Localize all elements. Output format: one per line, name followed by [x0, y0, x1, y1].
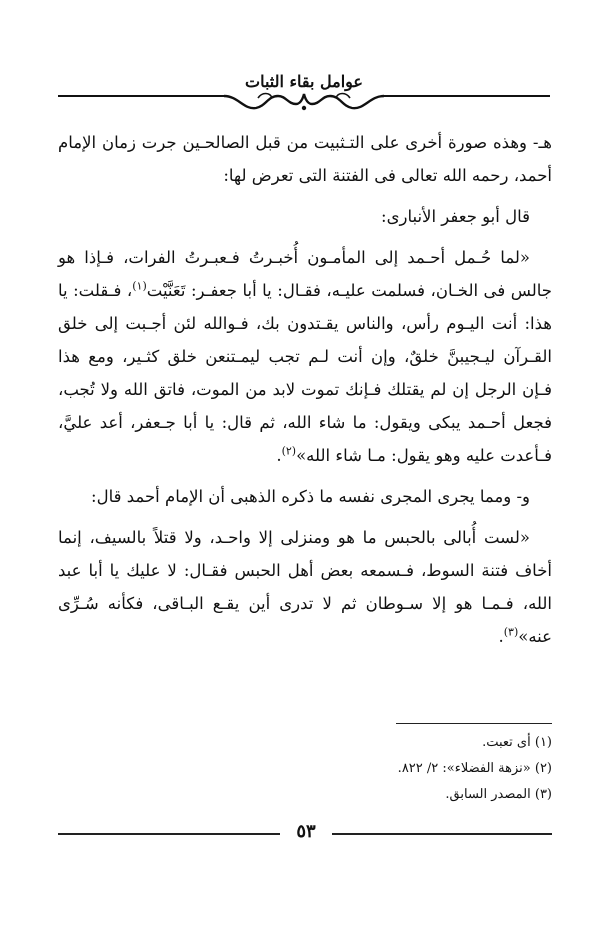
paragraph-narrator [58, 200, 552, 233]
footer-rule-left [58, 833, 280, 835]
footnotes [58, 730, 552, 808]
footnote-2: (٢) «نزهة الفضلاء»: ٢/ ٨٢٢. [397, 761, 552, 776]
footer-rule-right [332, 833, 552, 835]
main-text [58, 126, 552, 653]
paragraph-end: . [498, 627, 504, 646]
paragraph-waw [58, 480, 552, 513]
footnote-1: (١) أى تعبت. [482, 735, 552, 750]
paragraph-text: «لما حُـمل أحـمد إلى المأمـون أُخبـرتُ فـعبـرتُ الفرات، فـإذا هو جالس فى الخـان، فسلمت عليـه، فقـال: يا أبا جعفـر: تَعَنَّيْت [58, 248, 552, 300]
footnote-separator [396, 723, 552, 724]
paragraph-text: هـ- وهذه صورة أخرى على التـثبيت من قبل الصالحـين جرت زمان الإمام أحمد، رحمه الله تعالى فى الفتنة التى تعرض لها: [58, 133, 552, 185]
page-number: ٥٣ [296, 821, 316, 842]
footnote-reference-3[interactable]: (٣) [503, 625, 519, 639]
footnote-3: (٣) المصدر السابق. [445, 787, 552, 802]
page-header [58, 64, 550, 124]
footnote-reference-2[interactable]: (٢) [281, 444, 297, 458]
paragraph-text: و- ومما يجرى المجرى نفسه ما ذكره الذهبى أن الإمام أحمد قال: [91, 487, 530, 506]
paragraph-text: «لست أُبالى بالحبس ما هو ومنزلى إلا واحـد، ولا قتلاً بالسيف، إنما أخاف فتنة السوط، فـسمعه بعض أهل الحبس فقـال: لا عليك يا أبا عبد الله، فـمـا هو إلا سـوطان ثم لا تدرى أين يقـع البـاقى، فكأنه سُـرِّى عنه» [58, 528, 552, 646]
paragraph-text-continued: ، فـقلت: يا هذا: أنت اليـوم رأس، والناس يقـتدون بك، فـوالله لئن أجـبت إلى خلق القـرآن ليـجيبنَّ خلقٌ، وإن أنت لـم تجب ليمـتنعن خلق كثـير، ومع هذا فـإن الرجل إن لم يقتلك فـإنك تموت لابد من الموت، فاتق الله ولا تُجب، فجعل أحـمد يبكى ويقول: ما شاء الله، ثم قال: يا أبا جـعفر، أعد عليَّ، فـأعدت عليه وهو يقول: مـا شاء الله» [58, 281, 552, 465]
paragraph-end: . [276, 446, 282, 465]
paragraph-he [58, 126, 552, 192]
paragraph-quote-ahmad [58, 521, 552, 653]
paragraph-quote-abu-jafar [58, 241, 552, 472]
running-title: عوامل بقاء الثبات [245, 72, 363, 91]
paragraph-text: قال أبو جعفر الأنبارى: [381, 207, 530, 226]
footnote-reference-1[interactable]: (١) [132, 279, 147, 293]
header-ornament [58, 88, 550, 116]
